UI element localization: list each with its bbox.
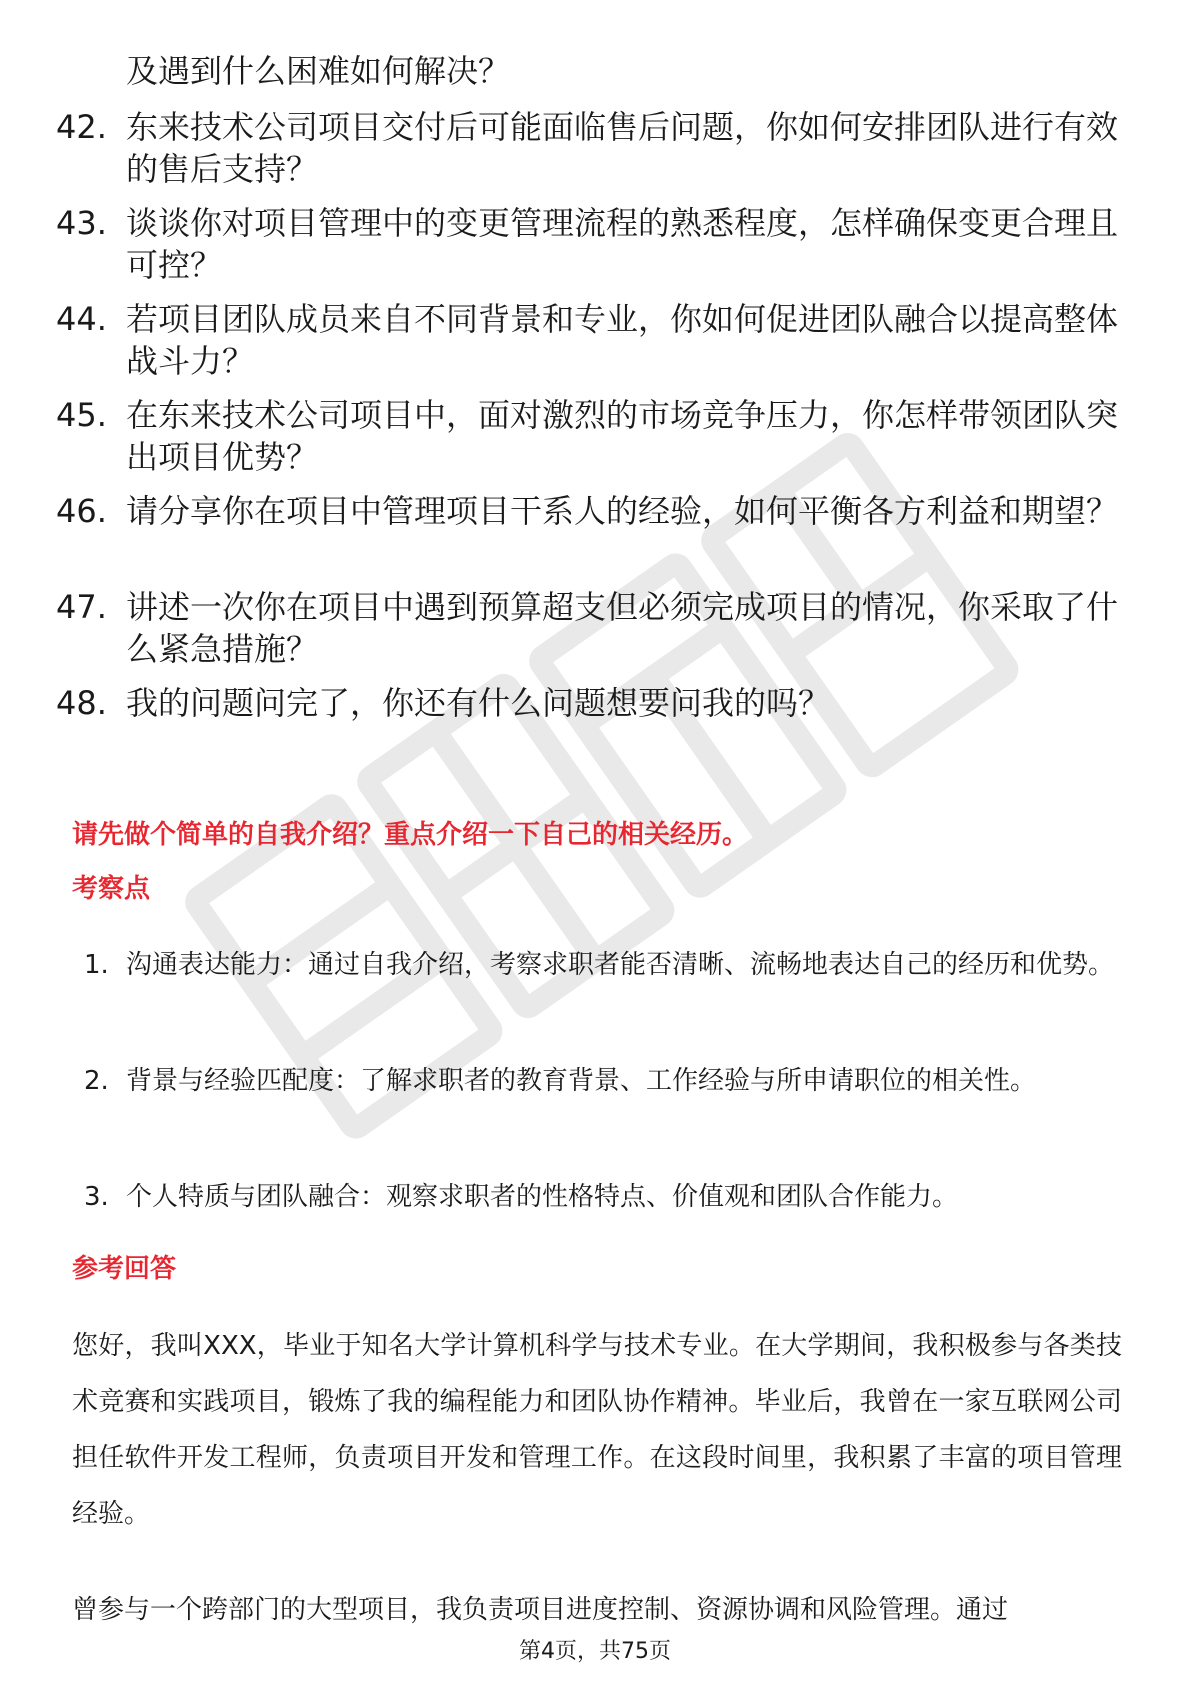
answer-paragraph: 您好，我叫XXX，毕业于知名大学计算机科学与技术专业。在大学期间，我积极参与各类技术竞赛和实践项目，锻炼了我的编程能力和团队协作精神。毕业后，我曾在一家互联网公司担任软件开发工程师，负责项目开发和管理工作。在这段时间里，我积累了丰富的项目管理经验。: [72, 1331, 1122, 1529]
question-item: [56, 202, 1119, 286]
question-item: [56, 490, 1119, 532]
point-text: 个人特质与团队融合：观察求职者的性格特点、价值观和团队合作能力。: [126, 1182, 959, 1212]
question-continuation: 及遇到什么困难如何解决？: [126, 52, 511, 90]
section-title-kaochadian: 考察点: [72, 874, 151, 904]
question-item: [56, 106, 1119, 190]
page-footer: 第4页，共75页: [519, 1639, 671, 1664]
question-text: 我的问题问完了，你还有什么问题想要问我的吗？: [126, 684, 831, 722]
question-number: 46.: [56, 492, 107, 530]
question-number: 43.: [56, 204, 107, 242]
question-text: 在东来技术公司项目中，面对激烈的市场竞争压力，你怎样带领团队突出项目优势？: [126, 396, 1119, 476]
assessment-point: [84, 1052, 1134, 1110]
question-text: 请分享你在项目中管理项目干系人的经验，如何平衡各方利益和期望？: [126, 492, 1119, 530]
point-text: 背景与经验匹配度：了解求职者的教育背景、工作经验与所申请职位的相关性。: [126, 1066, 1037, 1096]
question-number: 45.: [56, 396, 107, 434]
question-item: [56, 586, 1119, 670]
question-number: 48.: [56, 684, 107, 722]
question-number: 44.: [56, 300, 107, 338]
assessment-point: [84, 1168, 1134, 1226]
point-number: 3.: [84, 1182, 109, 1212]
section-title-cankao: 参考回答: [72, 1254, 177, 1284]
question-item: [56, 682, 1116, 724]
point-number: 2.: [84, 1066, 109, 1096]
question-text: 讲述一次你在项目中遇到预算超支但必须完成项目的情况，你采取了什么紧急措施？: [126, 588, 1119, 668]
answer-paragraph: 曾参与一个跨部门的大型项目，我负责项目进度控制、资源协调和风险管理。通过: [72, 1595, 1009, 1625]
question-text: 若项目团队成员来自不同背景和专业，你如何促进团队融合以提高整体战斗力？: [126, 300, 1119, 380]
point-text: 沟通表达能力：通过自我介绍，考察求职者能否清晰、流畅地表达自己的经历和优势。: [126, 950, 1115, 980]
question-text: 谈谈你对项目管理中的变更管理流程的熟悉程度，怎样确保变更合理且可控？: [126, 204, 1119, 284]
question-number: 42.: [56, 108, 107, 146]
question-text: 东来技术公司项目交付后可能面临售后问题，你如何安排团队进行有效的售后支持？: [126, 108, 1119, 188]
question-number: 47.: [56, 588, 107, 626]
point-number: 1.: [84, 950, 109, 980]
assessment-point: [84, 936, 1134, 994]
question-item: [56, 394, 1119, 478]
question-item: [56, 298, 1119, 382]
main-question: 请先做个简单的自我介绍？重点介绍一下自己的相关经历。: [72, 820, 749, 850]
